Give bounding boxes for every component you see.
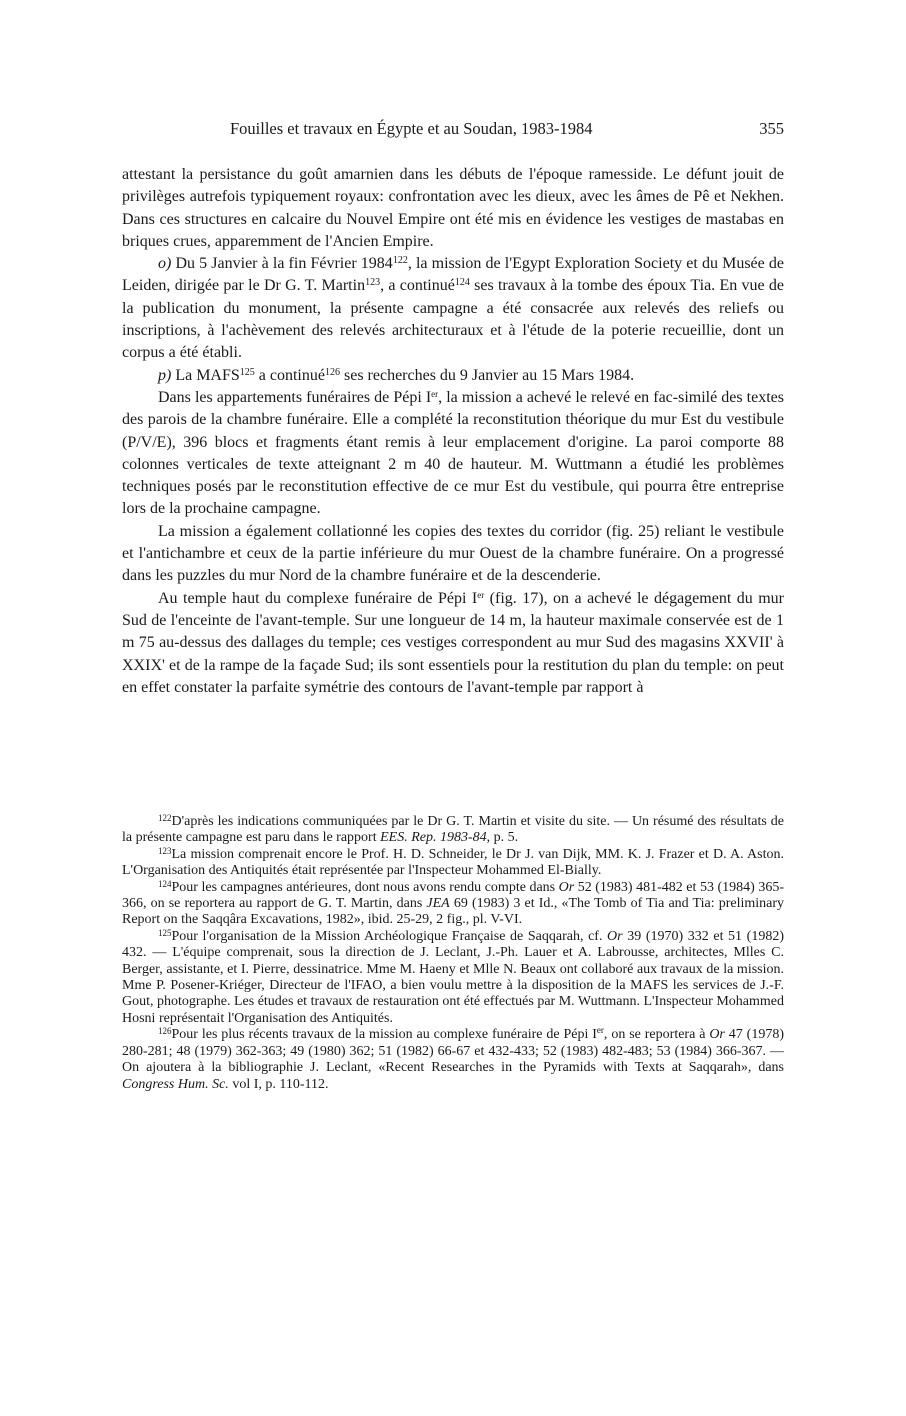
text-run: , a continué xyxy=(380,277,455,295)
footnote-ref: 126 xyxy=(324,366,340,378)
footnote xyxy=(122,814,784,847)
text-run: vol I, p. 110-112. xyxy=(228,1076,329,1092)
footnote xyxy=(122,847,784,880)
paragraph xyxy=(122,365,784,387)
text-run: , p. 5. xyxy=(486,830,519,846)
footnote-ref: 122 xyxy=(392,255,408,267)
text-run: Pour l'organisation de la Mission Archéologique Française de Saqqarah, cf. xyxy=(171,928,608,944)
footnote xyxy=(122,880,784,929)
footnote-ref: 125 xyxy=(239,366,255,378)
footnote-number: 124 xyxy=(158,878,172,889)
italic-run: Or xyxy=(607,928,623,944)
footnote-ref: 124 xyxy=(454,277,470,289)
paragraph: attestant la persistance du goût amarnien dans les débuts de l'époque ramesside. Le défunt jouit de privilèges autrefois typiquement royaux: confrontation avec les dieux, avec les âmes de Pê et Nekhen. Dans ces structures en calcaire du Nouvel Empire ont été mis en évidence les vestiges de mastabas en briques crues, apparemment de l'Ancien Empire. xyxy=(122,166,784,250)
text-run: D'après les indications communiquées par le Dr G. T. Martin et visite du site. — Un résumé des résultats de la présente campagne est paru dans le rapport xyxy=(122,814,784,846)
page-number: 355 xyxy=(759,119,784,138)
paragraph xyxy=(122,387,784,521)
paragraph xyxy=(122,253,784,364)
footnotes xyxy=(122,814,784,1093)
text-run: Du 5 Janvier à la fin Février 1984 xyxy=(171,255,393,273)
item-marker: p) xyxy=(158,366,172,384)
italic-run: Or xyxy=(709,1027,725,1043)
paragraph: La mission a également collationné les copies des textes du corridor (fig. 25) reliant le vestibule et l'antichambre et ceux de la partie inférieure du mur Ouest de la chambre funéraire. On a progressé dans les puzzles du mur Nord de la chambre funéraire et de la descenderie. xyxy=(122,522,784,585)
footnote-number: 123 xyxy=(158,845,172,856)
superscript: er xyxy=(596,1025,604,1036)
footnote xyxy=(122,929,784,1027)
text-run: 47 (1978) 280-281; 48 (1979) 362-363; 49 (1980) 362; 51 (1982) 66-67 et 432-433; 52 (1983) 482-483; 53 (1984) 366-367. — On ajoutera à la bibliographie J. Leclant, «Recent Researches in the Pyramids with Texts at Saqqarah», dans xyxy=(122,1027,784,1076)
text-run: , la mission a achevé le relevé en fac-similé des textes des parois de la chambre funéraire. Elle a complété la reconstitution théorique du mur Est du vestibule (P/V/E), 396 blocs et fragments étant remis à leur emplacement d'origine. La paroi comporte 88 colonnes verticales de texte atteignant 2 m 40 de hauteur. M. Wuttmann a étudié les problèmes techniques posés par le reconstitution effective de ce mur Est du vestibule, qui pourra être entreprise lors de la prochaine campagne. xyxy=(122,388,784,518)
footnote-number: 122 xyxy=(158,813,172,823)
main-text xyxy=(122,164,784,699)
text-run: La MAFS xyxy=(171,366,240,384)
superscript: er xyxy=(431,388,439,399)
text-run: a continué xyxy=(254,366,325,384)
text-run: , on se reportera à xyxy=(603,1027,710,1043)
item-marker: o) xyxy=(158,255,172,273)
footnote-number: 125 xyxy=(158,927,172,938)
text-run: 52 (1983) 481-482 et 53 (1984) 365-366, on se reportera au rapport de G. T. Martin, dans xyxy=(122,879,784,912)
italic-run: EES. Rep. 1983-84 xyxy=(380,830,487,846)
text-run: Au temple haut du complexe funéraire de Pépi I xyxy=(158,589,478,607)
text-run: Pour les campagnes antérieures, dont nous avons rendu compte dans xyxy=(171,879,559,895)
italic-run: JEA xyxy=(426,896,450,912)
text-run: La mission comprenait encore le Prof. H. D. Schneider, le Dr J. van Dijk, MM. K. J. Frazer et D. A. Aston. L'Organisation des Antiquités était représentée par l'Inspecteur Mohammed El-Bially. xyxy=(122,846,784,879)
footnote-ref: 123 xyxy=(365,277,381,289)
italic-run: Or xyxy=(558,879,575,895)
text-run: 69 (1983) 3 et Id., «The Tomb of Tia and Tia: preliminary Report on the Saqqâra Excavations, 1982», ibid. 25-29, 2 fig., pl. V-VI. xyxy=(122,896,785,928)
text-run: (fig. 17), on a achevé le dégagement du mur Sud de l'enceinte de l'avant-temple. Sur une longueur de 14 m, la hauteur maximale conservée est de 1 m 75 au-dessus des dallages du temple; ces vestiges correspondent au mur Sud des magasins XXVII' à XXIX' et de la rampe de la façade Sud; ils sont essentiels pour la restitution du plan du temple: on peut en effet constater la parfaite symétrie des contours de l'avant-temple par rapport à xyxy=(122,589,784,696)
superscript: er xyxy=(477,589,485,600)
footnote-number: 126 xyxy=(158,1026,172,1037)
text-run: ses travaux à la tombe des époux Tia. En vue de la publication du monument, la présente campagne a été consacrée aux relevés des reliefs ou inscriptions, à l'achèvement des relevés architecturaux et à l'étude de la poterie recueillie, dont un corpus a été établi. xyxy=(122,277,784,362)
footnote xyxy=(122,1027,784,1093)
text-run: ses recherches du 9 Janvier au 15 Mars 1984. xyxy=(339,366,635,384)
paragraph xyxy=(122,588,784,699)
italic-run: Congress Hum. Sc. xyxy=(122,1076,229,1092)
text-run: Dans les appartements funéraires de Pépi I xyxy=(158,388,432,406)
text-run: 39 (1970) 332 et 51 (1982) 432. — L'équipe comprenait, sous la direction de J. Leclant, J.-Ph. Lauer et A. Labrousse, architectes, Mlles C. Berger, assistante, et I. Pierre, dessinatrice. Mme M. Haeny et Mlle N. Beaux ont collaboré aux travaux de la mission. Mme P. Posener-Kriéger, Directeur de l'IFAO, a bien voulu mettre à la disposition de la MAFS les services de J.-F. Gout, photographe. Les études et travaux de restauration ont été effectués par M. Wuttmann. L'Inspecteur Mohammed Hosni représentait l'Organisation des Antiquités. xyxy=(122,928,784,1026)
text-run: , la mission de l'Egypt Exploration Society et du Musée de Leiden, dirigée par le Dr G. T. Martin xyxy=(122,255,784,295)
running-head xyxy=(122,118,784,142)
running-title: Fouilles et travaux en Égypte et au Soudan, 1983-1984 xyxy=(230,119,593,138)
text-run: Pour les plus récents travaux de la mission au complexe funéraire de Pépi I xyxy=(171,1027,597,1043)
